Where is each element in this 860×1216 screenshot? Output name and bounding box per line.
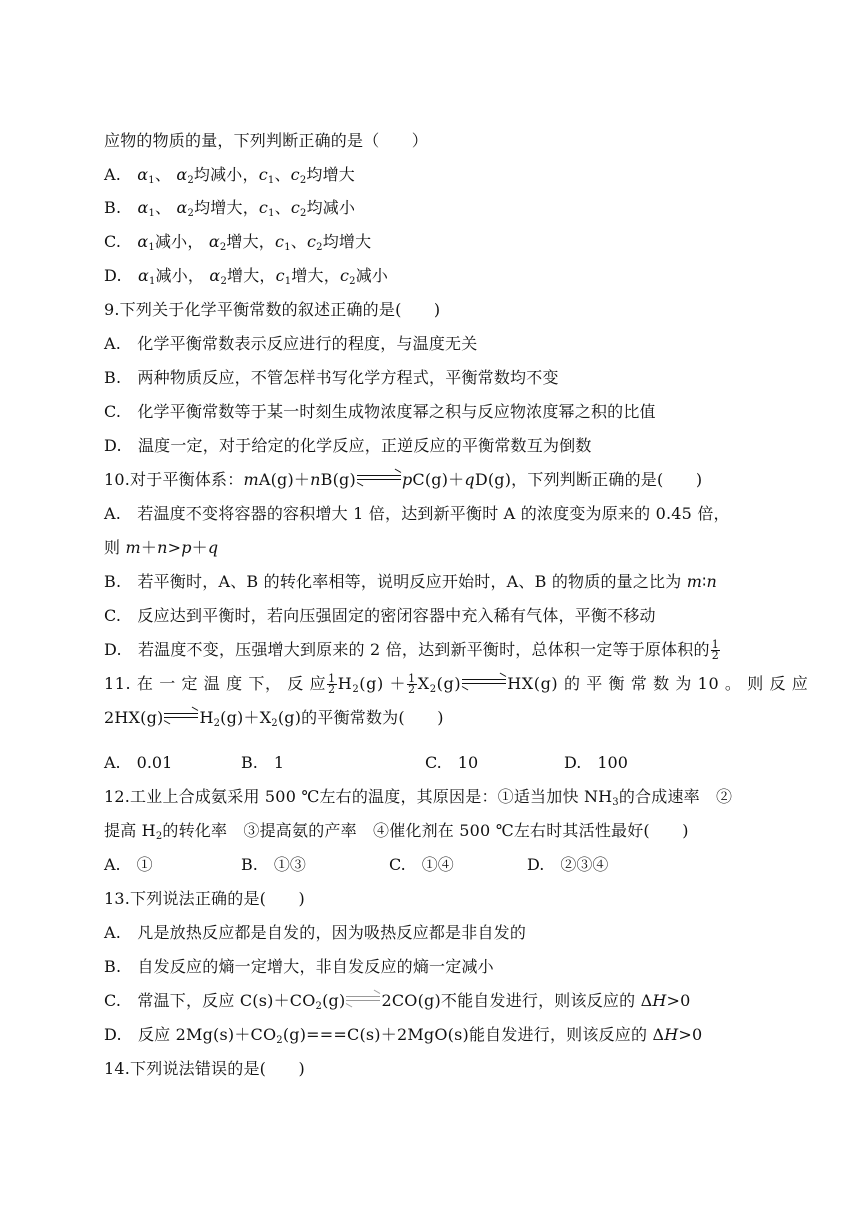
q8-option-a: A. $\alpha_1$、 $\alpha_2$均减小，$c_1$、$c_2$均增大: [104, 165, 355, 186]
q13-option-a: A. 凡是放热反应都是自发的，因为吸热反应都是非自发的: [104, 923, 527, 942]
q13-option-b: B. 自发反应的熵一定增大，非自发反应的熵一定减小: [104, 957, 494, 976]
q10-option-a-line1: A. 若温度不变将容器的容积增大 1 倍，达到新平衡时 A 的浓度变为原来的 0.45 倍，: [104, 504, 730, 523]
q12-option-c: C. ①④: [389, 855, 454, 874]
q11-option-d: D. 100: [564, 753, 628, 772]
q10-option-a-line2: 则 m＋n>p＋q: [104, 538, 219, 557]
q11-option-c: C. 10: [425, 753, 479, 772]
q9-stem: 9.下列关于化学平衡常数的叙述正确的是( ): [104, 300, 441, 319]
q10-option-d: D. 若温度不变，压强增大到原来的 2 倍，达到新平衡时，总体积一定等于原体积的 $\frac{1}{2}$: [104, 638, 719, 662]
q10-stem: 10.对于平衡体系：mA(g)＋nB(g) pC(g)＋qD(g)，下列判断正确的是( ): [104, 470, 703, 489]
q8-option-c: C. $\alpha_1$减小， $\alpha_2$增大，$c_1$、$c_2$均增大: [104, 232, 372, 253]
q8-stem-tail: 应物的物质的量，下列判断正确的是（ ）: [104, 131, 429, 150]
one-half-fraction: $\frac{1}{2}$: [711, 638, 719, 662]
q9-option-d: D. 温度一定，对于给定的化学反应，正逆反应的平衡常数互为倒数: [104, 436, 592, 455]
equilibrium-arrow-icon: [462, 678, 506, 687]
equilibrium-arrow-icon: [357, 474, 401, 483]
equilibrium-arrow-icon: [346, 995, 380, 1004]
q13-stem: 13.下列说法正确的是( ): [104, 889, 305, 908]
q10-option-c: C. 反应达到平衡时，若向压强固定的密闭容器中充入稀有气体，平衡不移动: [104, 606, 656, 625]
q11-option-b: B. 1: [241, 753, 285, 772]
q8-option-b: B. $\alpha_1$、 $\alpha_2$均增大，$c_1$、$c_2$均减小: [104, 198, 356, 219]
q13-option-c: C. 常温下，反应 $C(s)+CO_2(g)$ 2CO(g)不能自发进行，则该反应的 ΔH>0: [104, 991, 691, 1012]
q13-option-d: D. 反应 $2Mg(s)+CO_2(g)===C(s)+2MgO(s)$能自发进行，则该反应的 ΔH>0: [104, 1025, 703, 1046]
q11-option-a: A. 0.01: [104, 753, 173, 772]
q12-option-b: B. ①③: [241, 855, 306, 874]
q12-stem-line1: 12.工业上合成氨采用 500 ℃左右的温度，其原因是：①适当加快 $NH_3$的合成速率 ②: [104, 787, 733, 808]
q9-option-a: A. 化学平衡常数表示反应进行的程度，与温度无关: [104, 334, 478, 353]
equilibrium-arrow-icon: [164, 712, 198, 721]
q9-option-c: C. 化学平衡常数等于某一时刻生成物浓度幂之积与反应物浓度幂之积的比值: [104, 402, 656, 421]
q14-stem: 14.下列说法错误的是( ): [104, 1059, 305, 1078]
q9-option-b: B. 两种物质反应，不管怎样书写化学方程式，平衡常数均不变: [104, 368, 559, 387]
q12-option-d: D. ②③④: [527, 855, 609, 874]
q11-stem-line2: 2HX(g) $H_2(g)+X_2(g)$的平衡常数为( ): [104, 708, 444, 729]
q8-option-d: D. $\alpha_1$减小， $\alpha_2$增大，$c_1$增大，$c_2$减小: [104, 266, 389, 287]
q10-option-b: B. 若平衡时，A、B 的转化率相等，说明反应开始时，A、B 的物质的量之比为 m∶n: [104, 572, 717, 591]
q11-stem-line1: 11. 在 一 定 温 度 下， 反 应 $\frac{1}{2}$ $H_2(g)$ ＋ $\frac{1}{2}$ $X_2(g)$ HX(g) 的 平 衡 常 数 为 10 。 则 反 应: [104, 672, 809, 696]
q12-option-a: A. ①: [104, 855, 153, 874]
q12-stem-line2: 提高 $H_2$的转化率 ③提高氨的产率 ④催化剂在 500 ℃左右时其活性最好( ): [104, 821, 689, 842]
